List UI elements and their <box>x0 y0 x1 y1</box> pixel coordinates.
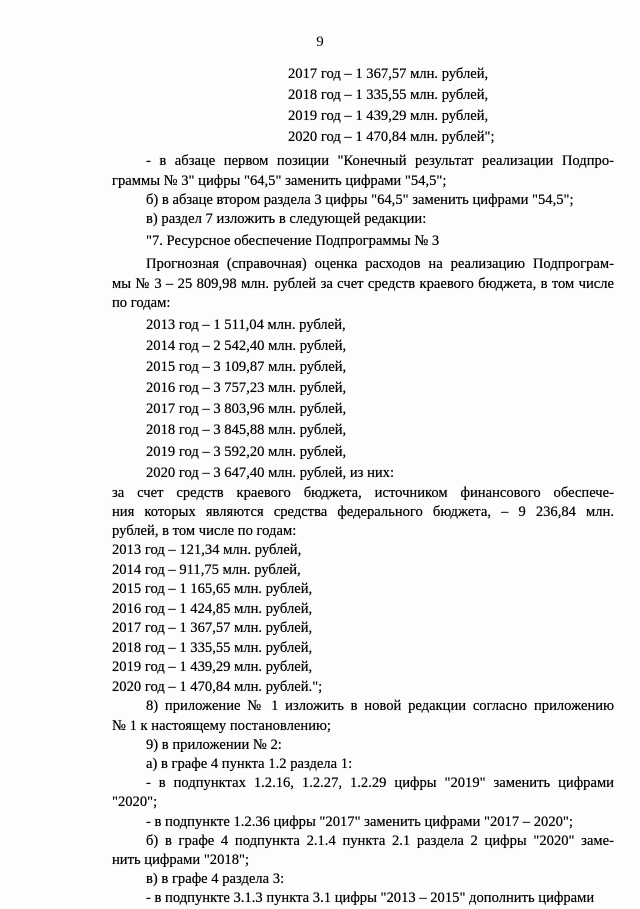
year-line: 2016 год – 1 424,85 млн. рублей, <box>112 600 313 617</box>
year-line: 2020 год – 3 647,40 млн. рублей, из них: <box>146 464 395 481</box>
paragraph-v: в) раздел 7 изложить в следующей редакции: <box>146 210 427 227</box>
year-line: 2019 год – 3 592,20 млн. рублей, <box>146 443 347 460</box>
year-line: 2017 год – 1 367,57 млн. рублей, <box>112 620 313 637</box>
year-line: 2019 год – 1 439,29 млн. рублей, <box>288 108 489 125</box>
item-9a-1 <box>112 774 614 812</box>
year-line: 2015 год – 3 109,87 млн. рублей, <box>146 359 347 376</box>
year-line: 2016 год – 3 757,23 млн. рублей, <box>146 380 347 397</box>
paragraph-a <box>112 152 614 190</box>
year-line: 2013 год – 1 511,04 млн. рублей, <box>146 317 346 333</box>
federal-year-list <box>112 541 614 697</box>
paragraph-line: за счет средств краевого бюджета, источником финансового обеспече- <box>112 484 614 501</box>
item-9a: а) в графе 4 пункта 1.2 раздела 1: <box>146 755 353 772</box>
paragraph-line: рублей, в том числе по годам: <box>112 523 297 540</box>
year-line: 2018 год – 3 845,88 млн. рублей, <box>146 422 347 439</box>
paragraph-line: нить цифрами "2018"; <box>112 851 250 868</box>
page-number: 9 <box>316 34 324 50</box>
paragraph-line: граммы № 3" цифры "64,5" заменить цифрами "54,5"; <box>112 172 447 189</box>
section-title: "7. Ресурсное обеспечение Подпрограммы № 3 <box>146 233 440 250</box>
paragraph-line: № 1 к настоящему постановлению; <box>112 717 331 734</box>
year-line: 2015 год – 1 165,65 млн. рублей, <box>112 581 313 598</box>
paragraph-line: по годам: <box>112 294 171 311</box>
item-9v: в) в графе 4 раздела 3: <box>146 871 285 888</box>
paragraph-line: - в абзаце первом позиции "Конечный результат реализации Подпро- <box>146 153 614 170</box>
year-line: 2014 год – 2 542,40 млн. рублей, <box>146 338 347 355</box>
item-9v-1: - в подпункте 3.1.3 пункта 3.1 цифры "2013 – 2015" дополнить цифрами <box>146 890 595 907</box>
year-line: 2018 год – 1 335,55 млн. рублей, <box>112 639 313 656</box>
item-8 <box>112 697 614 735</box>
regional-year-list <box>112 315 614 484</box>
year-line: 2017 год – 3 803,96 млн. рублей, <box>146 401 347 418</box>
paragraph-line: б) в графе 4 подпункта 2.1.4 пункта 2.1 раздела 2 цифры "2020" заме- <box>146 832 614 849</box>
paragraph-line: ния которых являются средства федерального бюджета, – 9 236,84 млн. <box>112 503 614 520</box>
item-9: 9) в приложении № 2: <box>146 736 282 753</box>
paragraph-line: мы № 3 – 25 809,98 млн. рублей за счет средств краевого бюджета, в том числе <box>112 275 614 292</box>
year-line: 2019 год – 1 439,29 млн. рублей, <box>112 659 313 676</box>
year-line: 2018 год – 1 335,55 млн. рублей, <box>288 87 489 104</box>
forecast-paragraph <box>112 255 614 313</box>
top-year-list <box>112 64 614 148</box>
federal-paragraph <box>112 484 614 542</box>
paragraph-line: - в подпунктах 1.2.16, 1.2.27, 1.2.29 цифры "2019" заменить цифрами <box>146 775 614 792</box>
item-9a-2: - в подпункте 1.2.36 цифры "2017" заменить цифрами "2017 – 2020"; <box>146 813 573 830</box>
paragraph-line: Прогнозная (справочная) оценка расходов на реализацию Подпрограм- <box>146 256 614 273</box>
item-9b <box>112 832 614 870</box>
paragraph-line: "2020"; <box>112 794 158 811</box>
year-line: 2020 год – 1 470,84 млн. рублей."; <box>112 678 323 695</box>
paragraph-line: 8) приложение № 1 изложить в новой редакции согласно приложению <box>146 698 614 715</box>
year-line: 2020 год – 1 470,84 млн. рублей"; <box>288 129 495 146</box>
year-line: 2017 год – 1 367,57 млн. рублей, <box>288 66 489 82</box>
document-body <box>112 64 614 909</box>
paragraph-b: б) в абзаце втором раздела 3 цифры "64,5" заменить цифрами "54,5"; <box>146 191 574 208</box>
year-line: 2013 год – 121,34 млн. рублей, <box>112 542 302 559</box>
year-line: 2014 год – 911,75 млн. рублей, <box>112 561 301 578</box>
